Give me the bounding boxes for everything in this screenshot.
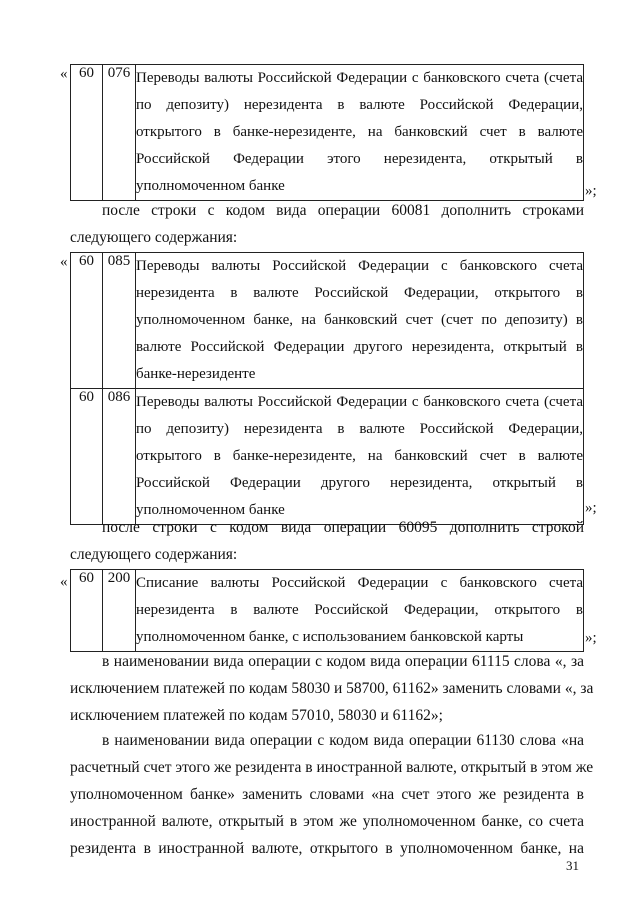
operation-table-2 (70, 252, 584, 525)
op-description (136, 389, 584, 525)
paragraph-line: расчетный счет этого же резидента в иностранной валюте, открытый в этом же (70, 759, 594, 776)
op-code-group: 60 (71, 65, 103, 201)
close-quote-2: »; (585, 500, 597, 516)
instruction-paragraph-3 (70, 648, 594, 729)
op-description (136, 253, 584, 389)
paragraph-line: следующего содержания: (70, 546, 238, 563)
desc-line: уполномоченном банке (136, 502, 285, 518)
desc-line: Российской Федерации этого нерезидента, открытый в (136, 151, 583, 167)
desc-line: по депозиту) нерезидента в валюте Российской Федерации, (136, 97, 583, 113)
operation-table-3 (70, 569, 584, 652)
op-code-group: 60 (71, 253, 103, 389)
paragraph-line: резидента в иностранной валюте, открытого в уполномоченном банке, на (70, 840, 584, 857)
desc-line: Списание валюты Российской Федерации с банковского счета (136, 575, 583, 591)
table-row (71, 253, 584, 389)
op-code-group: 60 (71, 570, 103, 652)
desc-line: по депозиту) нерезидента в валюте Российской Федерации, (136, 421, 583, 437)
desc-line: Переводы валюты Российской Федерации с банковского счета (136, 258, 583, 274)
paragraph-line: после строки с кодом вида операции 60095 дополнить строкой (102, 519, 584, 536)
desc-line: открытого в банке-нерезиденте, на банковский счет в валюте (136, 124, 583, 140)
desc-line: Российской Федерации другого нерезидента, открытый в (136, 475, 583, 491)
table-row (71, 389, 584, 525)
open-quote-2: « (60, 254, 68, 270)
close-quote-3: »; (585, 630, 597, 646)
desc-line: уполномоченном банке, с использованием банковской карты (136, 629, 524, 645)
op-description (136, 570, 584, 652)
op-code: 086 (103, 389, 136, 525)
open-quote-1: « (60, 66, 68, 82)
desc-line: уполномоченном банке (136, 178, 285, 194)
desc-line: нерезидента в валюте Российской Федерации, открытого в (136, 285, 583, 301)
table-row (71, 570, 584, 652)
paragraph-line: исключением платежей по кодам 58030 и 58700, 61162» заменить словами «, за (70, 680, 594, 697)
desc-line: открытого в банке-нерезиденте, на банковский счет в валюте (136, 448, 583, 464)
op-description (136, 65, 584, 201)
desc-line: валюте Российской Федерации другого нерезидента, открытый в (136, 339, 583, 355)
table-row (71, 65, 584, 201)
desc-line: нерезидента в валюте Российской Федерации, открытого в (136, 602, 583, 618)
paragraph-line: в наименовании вида операции с кодом вида операции 61130 слова «на (102, 732, 584, 749)
open-quote-3: « (60, 574, 68, 590)
paragraph-line: исключением платежей по кодам 57010, 58030 и 61162»; (70, 707, 443, 724)
desc-line: Переводы валюты Российской Федерации с банковского счета (счета (136, 394, 583, 410)
instruction-paragraph-2 (70, 514, 584, 568)
page-number: 31 (566, 858, 579, 873)
operation-table-1 (70, 64, 584, 201)
paragraph-line: следующего содержания: (70, 229, 238, 246)
instruction-paragraph-4 (70, 727, 594, 862)
paragraph-line: уполномоченном банке» заменить словами «на счет этого же резидента в (70, 786, 584, 803)
desc-line: Переводы валюты Российской Федерации с банковского счета (счета (136, 70, 583, 86)
instruction-paragraph-1 (70, 197, 584, 251)
desc-line: уполномоченном банке, на банковский счет (счет по депозиту) в (136, 312, 583, 328)
op-code: 076 (103, 65, 136, 201)
paragraph-line: после строки с кодом вида операции 60081 дополнить строками (102, 202, 584, 219)
op-code: 200 (103, 570, 136, 652)
paragraph-line: в наименовании вида операции с кодом вида операции 61115 слова «, за (102, 653, 584, 670)
close-quote-1: »; (585, 183, 597, 199)
op-code-group: 60 (71, 389, 103, 525)
paragraph-line: иностранной валюте, открытый в этом же уполномоченном банке, со счета (70, 813, 584, 830)
desc-line: банке-нерезиденте (136, 366, 256, 382)
op-code: 085 (103, 253, 136, 389)
